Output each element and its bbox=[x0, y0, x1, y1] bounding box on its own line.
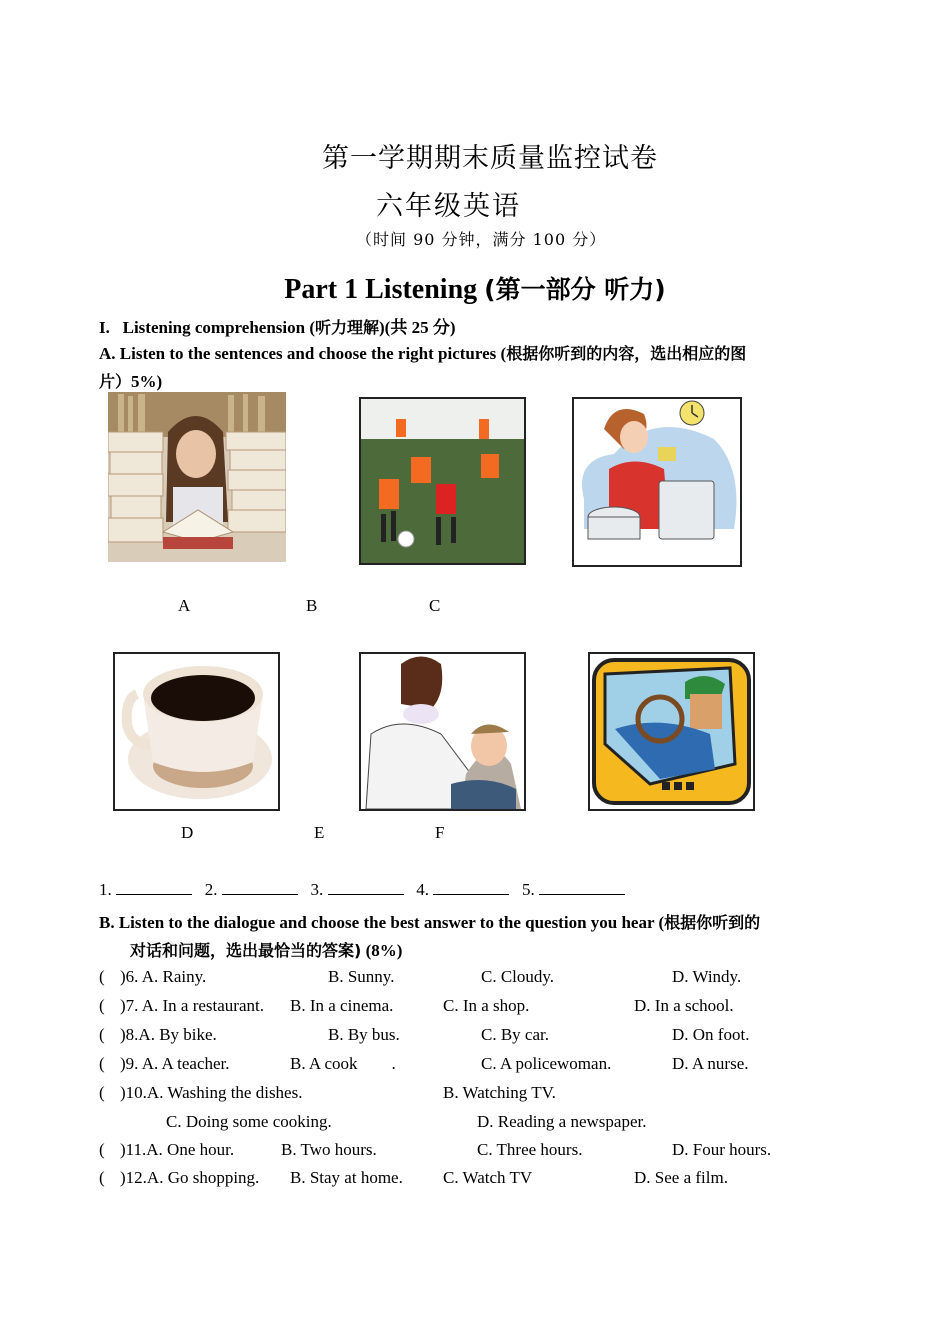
exam-title: 第一学期期末质量监控试卷 bbox=[322, 143, 658, 174]
q11-option-b: B. Two hours. bbox=[281, 1140, 377, 1159]
answer-5-label: 5. bbox=[522, 880, 535, 899]
section-1-label: I. bbox=[99, 318, 110, 337]
section-b-score: (8%) bbox=[365, 941, 403, 960]
q10-option-c: C. Doing some cooking. bbox=[166, 1112, 332, 1131]
q8-option-b: B. By bus. bbox=[328, 1025, 400, 1044]
answer-1-label: 1. bbox=[99, 880, 112, 899]
q7-option-d: D. In a school. bbox=[634, 996, 734, 1015]
answer-2-blank[interactable] bbox=[222, 880, 298, 895]
q7-option-a: )7. A. In a restaurant. bbox=[120, 996, 264, 1015]
section-b-heading bbox=[99, 910, 760, 933]
q9-option-c: C. A policewoman. bbox=[481, 1054, 612, 1073]
q12-paren: ( bbox=[99, 1168, 105, 1187]
q11-paren: ( bbox=[99, 1140, 105, 1159]
kids-playing-football-picture bbox=[359, 397, 526, 565]
q7-paren: ( bbox=[99, 996, 105, 1015]
section-a-heading bbox=[99, 341, 746, 364]
q10-option-d: D. Reading a newspaper. bbox=[477, 1112, 647, 1131]
q11-option-c: C. Three hours. bbox=[477, 1140, 583, 1159]
answer-2-label: 2. bbox=[204, 880, 218, 899]
q9-option-a: )9. A. A teacher. bbox=[120, 1054, 230, 1073]
picture-label-c: C bbox=[429, 596, 441, 615]
answer-4-label: 4. bbox=[416, 880, 429, 899]
q7-option-c: C. In a shop. bbox=[443, 996, 530, 1015]
q12-option-b: B. Stay at home. bbox=[290, 1168, 403, 1187]
part-title-cn: (第一部分 听力) bbox=[484, 275, 666, 304]
woman-cooking-picture bbox=[572, 397, 742, 567]
dentist-picture bbox=[359, 652, 526, 811]
q9-option-b: B. A cook . bbox=[290, 1054, 396, 1073]
q12-option-d: D. See a film. bbox=[634, 1168, 728, 1187]
picture-label-a: A bbox=[178, 596, 191, 615]
section-b-title-cn-cont: 对话和问题，选出最恰当的答案) bbox=[130, 941, 362, 960]
exam-subtitle: 六年级英语 bbox=[376, 191, 521, 222]
q11-option-d: D. Four hours. bbox=[672, 1140, 772, 1159]
exam-time-score: （时间 90 分钟，满分 100 分） bbox=[356, 230, 607, 249]
picture-label-f: F bbox=[435, 823, 445, 842]
q12-option-a: )12.A. Go shopping. bbox=[120, 1168, 260, 1187]
section-1-score: )(共 25 分) bbox=[379, 318, 456, 337]
taxi-driver-picture bbox=[588, 652, 755, 811]
q8-option-c: C. By car. bbox=[481, 1025, 549, 1044]
section-b-heading-cont bbox=[130, 938, 402, 961]
section-a-title-en: A. Listen to the sentences and choose the right pictures ( bbox=[99, 344, 507, 363]
answer-5-blank[interactable] bbox=[539, 880, 625, 895]
q6-option-b: B. Sunny. bbox=[328, 967, 395, 986]
section-1-title-en: Listening comprehension ( bbox=[122, 318, 315, 337]
q10-paren: ( bbox=[99, 1083, 105, 1102]
picture-label-d: D bbox=[181, 823, 194, 842]
section-a-title-cn-cont: 片） bbox=[99, 372, 132, 391]
q10-option-b: B. Watching TV. bbox=[443, 1083, 556, 1102]
coffee-cup-picture bbox=[113, 652, 280, 811]
q6-option-c: C. Cloudy. bbox=[481, 967, 555, 986]
q8-option-a: )8.A. By bike. bbox=[120, 1025, 217, 1044]
q9-option-d: D. A nurse. bbox=[672, 1054, 749, 1073]
answer-1-blank[interactable] bbox=[116, 880, 192, 895]
part-title-en: Part 1 Listening bbox=[284, 274, 478, 305]
answer-3-blank[interactable] bbox=[328, 880, 404, 895]
q8-option-d: D. On foot. bbox=[672, 1025, 750, 1044]
q12-option-c: C. Watch TV bbox=[443, 1168, 533, 1187]
girl-reading-books-picture bbox=[108, 392, 286, 562]
part-heading bbox=[0, 270, 950, 306]
section-a-score: 5%) bbox=[131, 372, 163, 391]
q7-option-b: B. In a cinema. bbox=[290, 996, 394, 1015]
section-1-title-cn: 听力理解 bbox=[315, 318, 380, 337]
answer-3-label: 3. bbox=[310, 880, 324, 899]
q9-paren: ( bbox=[99, 1054, 105, 1073]
section-b-title-en: B. Listen to the dialogue and choose the best answer to the question you hear ( bbox=[99, 913, 665, 932]
section-b-title-cn: 根据你听到的 bbox=[664, 913, 761, 932]
section-a-heading-cont bbox=[99, 369, 162, 392]
section-a-title-cn: 根据你听到的内容，选出相应的图 bbox=[506, 344, 747, 363]
q10-option-a: )10.A. Washing the dishes. bbox=[120, 1083, 303, 1102]
picture-label-b: B bbox=[306, 596, 318, 615]
q6-option-a: )6. A. Rainy. bbox=[120, 967, 207, 986]
answer-blanks-row bbox=[99, 880, 625, 900]
section-1-heading bbox=[99, 313, 456, 338]
q11-option-a: )11.A. One hour. bbox=[120, 1140, 235, 1159]
q8-paren: ( bbox=[99, 1025, 105, 1044]
picture-label-e: E bbox=[314, 823, 325, 842]
q6-paren: ( bbox=[99, 967, 105, 986]
q6-option-d: D. Windy. bbox=[672, 967, 742, 986]
answer-4-blank[interactable] bbox=[433, 880, 509, 895]
